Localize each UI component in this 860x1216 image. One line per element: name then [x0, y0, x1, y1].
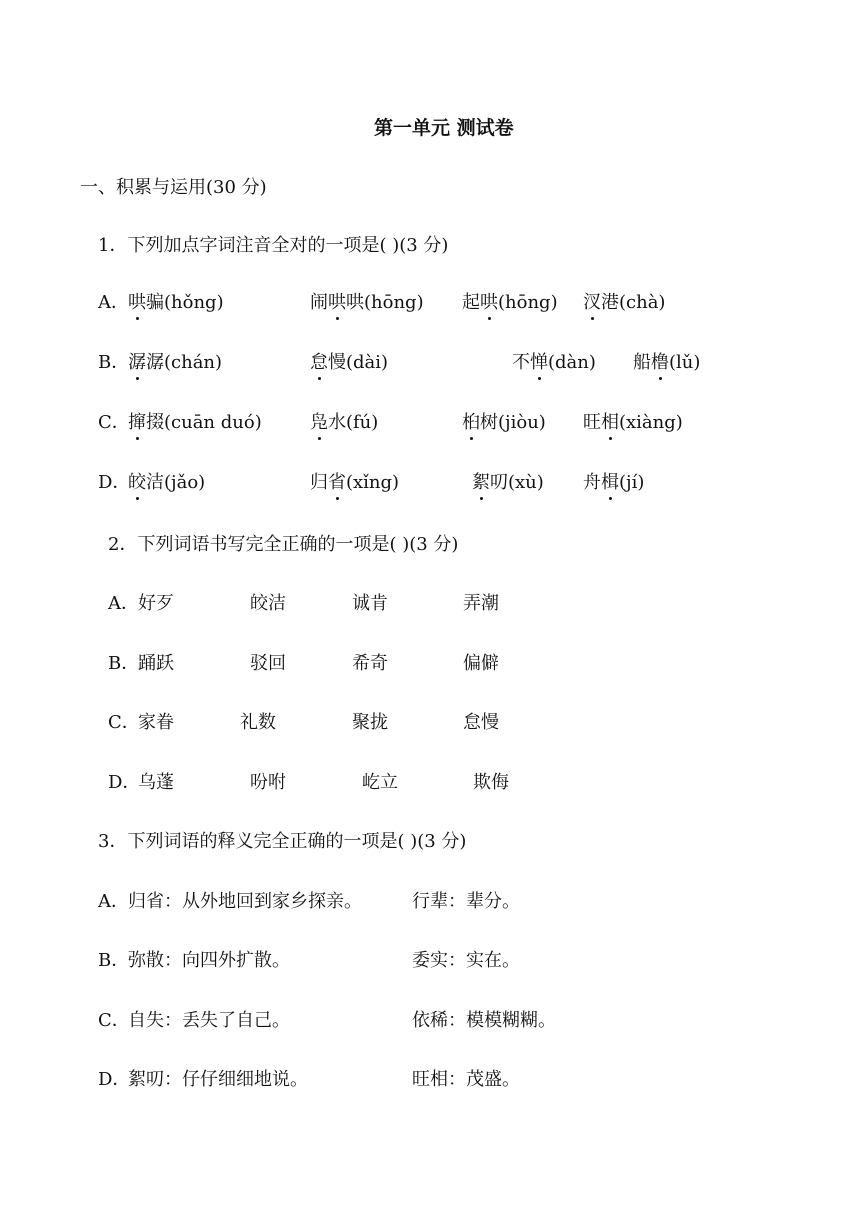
dotted-character: 哄	[128, 292, 146, 313]
pinyin-item	[512, 351, 596, 375]
item-suffix: 掇(cuān duó)	[146, 412, 262, 433]
option-label: A．	[98, 891, 129, 912]
word-item: 诚肯	[352, 593, 388, 614]
pinyin-item	[583, 471, 644, 495]
pinyin-item	[583, 411, 683, 435]
option-label: C．	[98, 412, 130, 433]
word-item: 偏僻	[463, 653, 499, 674]
word-item: 弄潮	[463, 593, 499, 614]
word-item: 希奇	[352, 653, 388, 674]
definition-right: 旺相：茂盛。	[412, 1069, 520, 1090]
item-suffix: 港(chà)	[601, 292, 666, 313]
dotted-character: 楫	[601, 472, 619, 493]
section-heading: 一、积累与运用(30 分)	[80, 177, 267, 198]
dotted-character: 皎	[128, 472, 146, 493]
pinyin-item	[128, 291, 224, 315]
word-item: 怠慢	[463, 712, 499, 733]
option-label: B．	[98, 950, 130, 971]
word-item: 驳回	[250, 653, 286, 674]
item-suffix: 树(jiòu)	[480, 412, 546, 433]
pinyin-item	[583, 291, 665, 315]
word-item: 屹立	[362, 772, 398, 793]
pinyin-item	[128, 471, 205, 495]
pinyin-item	[310, 351, 388, 375]
pinyin-item	[128, 411, 262, 435]
pinyin-item	[462, 411, 546, 435]
question-3-stem: 3．下列词语的释义完全正确的一项是( )(3 分)	[98, 831, 467, 852]
pinyin-item	[633, 351, 700, 375]
dotted-character: 潺	[128, 352, 146, 373]
word-item: 好歹	[138, 593, 174, 614]
option-label: A．	[108, 593, 139, 614]
item-suffix: (dàn)	[548, 352, 596, 373]
dotted-character: 撺	[128, 412, 146, 433]
item-prefix: 舟	[583, 472, 601, 493]
dotted-character: 桕	[462, 412, 480, 433]
word-item: 礼数	[240, 712, 276, 733]
word-item: 欺侮	[473, 772, 509, 793]
pinyin-item	[462, 291, 558, 315]
option-label: D．	[98, 1069, 131, 1090]
item-suffix: 叨(xù)	[490, 472, 544, 493]
word-item: 吩咐	[250, 772, 286, 793]
definition-left: 絮叨：仔仔细细地说。	[128, 1069, 308, 1090]
dotted-character: 哄	[480, 292, 498, 313]
dotted-character: 絮	[472, 472, 490, 493]
item-suffix: (jí)	[619, 472, 645, 493]
pinyin-item	[310, 411, 378, 435]
dotted-character: 汊	[583, 292, 601, 313]
definition-left: 归省：从外地回到家乡探亲。	[128, 891, 362, 912]
dotted-character: 哄	[328, 292, 346, 313]
option-label: C．	[98, 1010, 130, 1031]
item-prefix: 归	[310, 472, 328, 493]
option-label: B．	[108, 653, 140, 674]
word-item: 乌蓬	[138, 772, 174, 793]
option-label: D．	[98, 472, 131, 493]
item-suffix: 洁(jǎo)	[146, 472, 206, 493]
item-prefix: 闹	[310, 292, 328, 313]
item-prefix: 起	[462, 292, 480, 313]
word-item: 踊跃	[138, 653, 174, 674]
word-item: 聚拢	[352, 712, 388, 733]
item-suffix: (hōng)	[498, 292, 558, 313]
item-suffix: 骗(hǒng)	[146, 292, 224, 313]
item-suffix: (lǔ)	[669, 352, 701, 373]
definition-right: 行辈：辈分。	[412, 891, 520, 912]
pinyin-item	[310, 291, 424, 315]
definition-right: 委实：实在。	[412, 950, 520, 971]
dotted-character: 相	[601, 412, 619, 433]
word-item: 家眷	[138, 712, 174, 733]
item-prefix: 旺	[583, 412, 601, 433]
dotted-character: 橹	[651, 352, 669, 373]
dotted-character: 怠	[310, 352, 328, 373]
dotted-character: 凫	[310, 412, 328, 433]
option-label: D．	[108, 772, 141, 793]
page-title: 第一单元 测试卷	[374, 117, 514, 139]
definition-right: 依稀：模模糊糊。	[412, 1010, 556, 1031]
option-label: A．	[98, 292, 129, 313]
word-item: 皎洁	[250, 593, 286, 614]
item-suffix: 慢(dài)	[328, 352, 389, 373]
definition-left: 自失：丢失了自己。	[128, 1010, 290, 1031]
option-label: B．	[98, 352, 130, 373]
item-suffix: (xiàng)	[619, 412, 683, 433]
item-suffix: 潺(chán)	[146, 352, 223, 373]
item-suffix: 水(fú)	[328, 412, 379, 433]
item-prefix: 不	[512, 352, 530, 373]
item-prefix: 船	[633, 352, 651, 373]
option-label: C．	[108, 712, 140, 733]
dotted-character: 省	[328, 472, 346, 493]
question-1-stem: 1．下列加点字词注音全对的一项是( )(3 分)	[98, 235, 449, 256]
question-2-stem: 2．下列词语书写完全正确的一项是( )(3 分)	[108, 534, 459, 555]
item-suffix: (xǐng)	[346, 472, 400, 493]
pinyin-item	[128, 351, 222, 375]
pinyin-item	[472, 471, 544, 495]
item-suffix: 哄(hōng)	[346, 292, 424, 313]
definition-left: 弥散：向四外扩散。	[128, 950, 290, 971]
pinyin-item	[310, 471, 399, 495]
dotted-character: 惮	[530, 352, 548, 373]
